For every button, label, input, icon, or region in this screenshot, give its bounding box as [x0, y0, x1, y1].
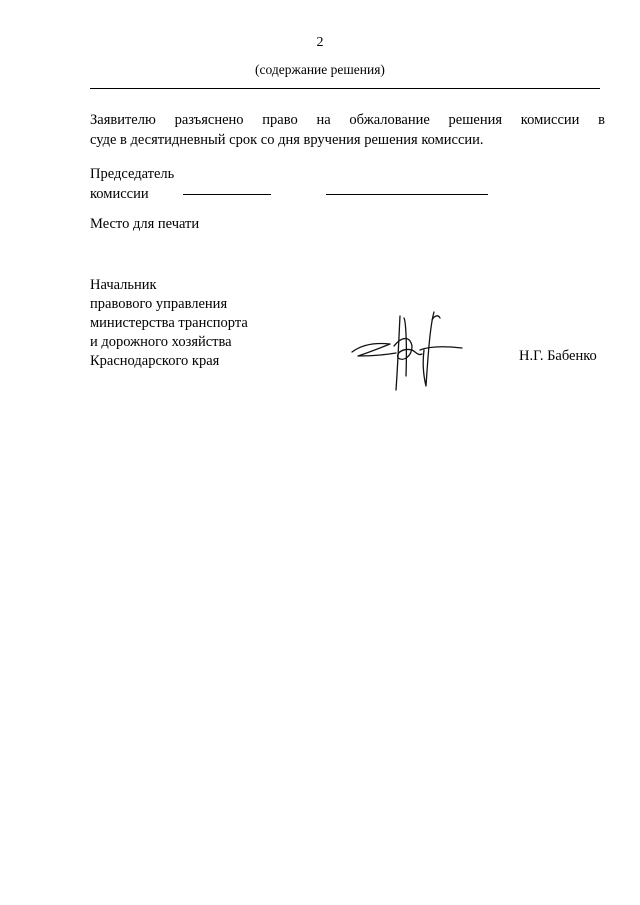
chairman-title-line-1: Председатель — [90, 166, 175, 182]
appeal-notice-line-1: Заявителю разъяснено право на обжалование решения комиссии в — [90, 112, 605, 128]
chairman-signature-line — [183, 194, 271, 195]
header-note: (содержание решения) — [255, 62, 385, 77]
page-number: 2 — [316, 35, 324, 50]
appeal-notice-line-2: суде в десятидневный срок со дня вручения решения комиссии. — [90, 132, 484, 148]
signer-name: Н.Г. Бабенко — [519, 348, 597, 364]
official-title-line: Краснодарского края — [90, 353, 220, 369]
header-divider — [90, 88, 600, 89]
stamp-place-label: Место для печати — [90, 216, 200, 232]
chairman-name-line — [326, 194, 488, 195]
official-title-line: министерства транспорта — [90, 315, 248, 331]
handwritten-signature — [350, 306, 470, 394]
official-title-line: Начальник — [90, 277, 157, 293]
appeal-notice — [90, 110, 605, 150]
official-title-line: правового управления — [90, 296, 228, 312]
chairman-title — [90, 164, 174, 204]
official-title-line: и дорожного хозяйства — [90, 334, 232, 350]
official-title — [90, 276, 248, 371]
chairman-title-line-2: комиссии — [90, 186, 149, 202]
